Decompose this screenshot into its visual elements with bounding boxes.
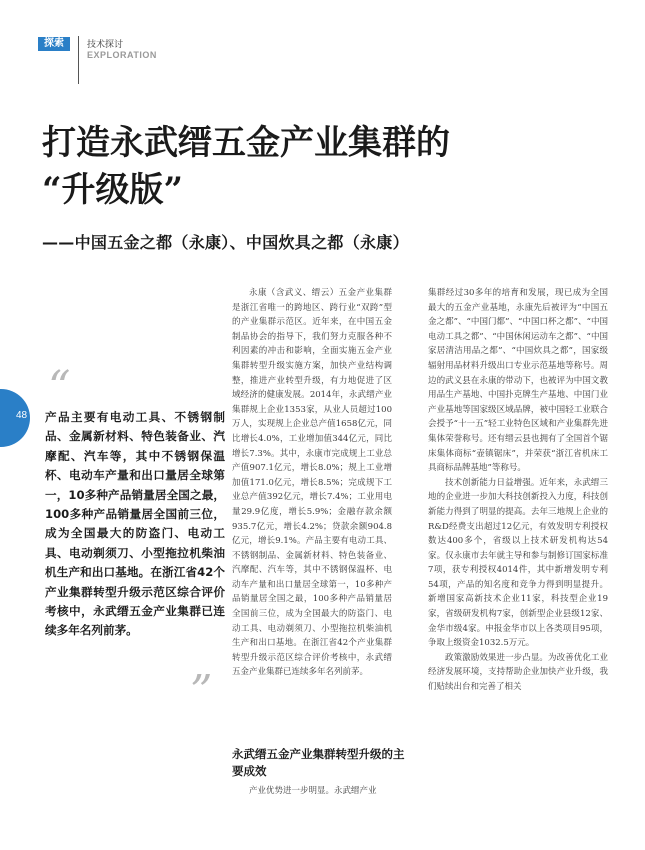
body-paragraph: 集群经过30多年的培育和发展，现已成为全国最大的五金产业基地，永康先后被评为“中国五金之都”、“中国门都”、“中国口杯之都”、“中国电动工具之都”、“中国休闲运动车之都”、“中国家居清洁用品之都”、“中国炊具之都”，国家级辐射用品材料升级出口专业示范基地等称号。周边的武义县在永康的带动下，也被评为中国文教用品生产基地、中国扑克牌生产基地、中国门业产业基地等国家级区域品牌，被中国轻工业联合会授予“十一五”轻工业特色区域和产业集群先进集体荣誉称号。还有缙云县也拥有了全国首个锯床集体商标“壶镇锯床”，并荣获“浙江省机床工具商标品牌基地”等称号。 xyxy=(428,288,608,474)
close-quote-icon: ” xyxy=(190,666,213,717)
open-quote-icon: “ xyxy=(48,362,71,413)
page-number: 48 xyxy=(16,410,28,421)
header-divider xyxy=(78,36,79,84)
category-label: 技术探讨 xyxy=(87,40,124,50)
section-heading: 永武缙五金产业集群转型升级的主要成效 xyxy=(232,747,405,778)
article-title xyxy=(42,120,602,214)
body-column-middle xyxy=(232,286,392,680)
article-subtitle: ——中国五金之都（永康）、中国炊具之都（永康） xyxy=(42,233,409,252)
body-paragraph: 产业优势进一步明显。永武缙产业 xyxy=(249,786,377,796)
title-line-2: “升级版” xyxy=(42,170,184,210)
title-line-1: 打造永武缙五金产业集群的 xyxy=(42,123,450,163)
body-paragraph: 技术创新能力日益增强。近年来，永武缙三地的企业进一步加大科技创新投入力度，科技创新能力得到了明显的提高。去年三地规上企业的R&D经费支出超过12亿元，有效发明专利授权数达400多个，省级以上技术研发机构达54家。仅永康市去年就主导和参与制修订国家标准7项，获专利授权4014件，其中新增发明专利54项，产品的知名度和竞争力得到明显提升。新增国家高新技术企业11家，科技型企业19家，省级研发机构7家，创新型企业县级12家、金华市级4家。申报金华市以上各类项目95项，争取上级资金1032.5万元。 xyxy=(428,477,608,649)
pull-quote: 产品主要有电动工具、不锈钢制品、金属新材料、特色装备业、汽摩配、汽车等，其中不锈钢保温杯、电动车产量和出口量居全球第一，10多种产品销量居全国之最，100多种产品销量居全国前三位，成为全国最大的防盗门、电动工具、电动剃须刀、小型拖拉机柴油机生产和出口基地。在浙江省42个产业集群转型升级示范区综合评价考核中，永武缙五金产业集群已连续多年名列前茅。 xyxy=(45,410,225,638)
body-paragraph: 永康（含武义、缙云）五金产业集群是浙江省唯一的跨地区、跨行业“双跨”型的产业集群示范区。近年来，在中国五金制品协会的指导下，我们努力克服各种不利因素的冲击和影响，全面实施五金产业集群转型升级实施方案，加快产业结构调整，推进产业转型升级，有力地促进了区域经济的健康发展。2014年，永武缙产业集群规上企业1353家，从业人员超过100万人，实现规上企业总产值1658亿元，同比增长4.0%，工业增加值344亿元，同比增长7.3%。其中，永康市完成规上工业总产值907.1亿元，增长8.0%；规上工业增加值171.0亿元，增长8.5%；完成规下工业总产值392亿元，增长7.4%；工业用电量29.9亿度，增长5.9%；金融存款余额935.7亿元，增长4.2%；贷款余额904.8亿元，增长9.1%。产品主要有电动工具、不锈钢制品、金属新材料、特色装备业、汽摩配、汽车等，其中不锈钢保温杯、电动车产量和出口量居全球第一，10多种产品销量居全国之最，100多种产品销量居全国前三位，成为全国最大的防盗门、电动工具、电动剃须刀、小型拖拉机柴油机生产和出口基地。在浙江省42个产业集群转型升级示范区综合评价考核中，永武缙五金产业集群已连续多年名列前茅。 xyxy=(232,288,392,678)
body-paragraph: 政策激励效果进一步凸显。为改善优化工业经济发展环境，支持帮助企业加快产业升级，我们贴续出台和完善了相关 xyxy=(428,652,608,693)
body-column-middle-bottom xyxy=(232,784,392,799)
body-column-right xyxy=(428,286,608,695)
category-label-en: EXPLORATION xyxy=(87,50,157,60)
section-badge: 探索 xyxy=(38,37,70,51)
